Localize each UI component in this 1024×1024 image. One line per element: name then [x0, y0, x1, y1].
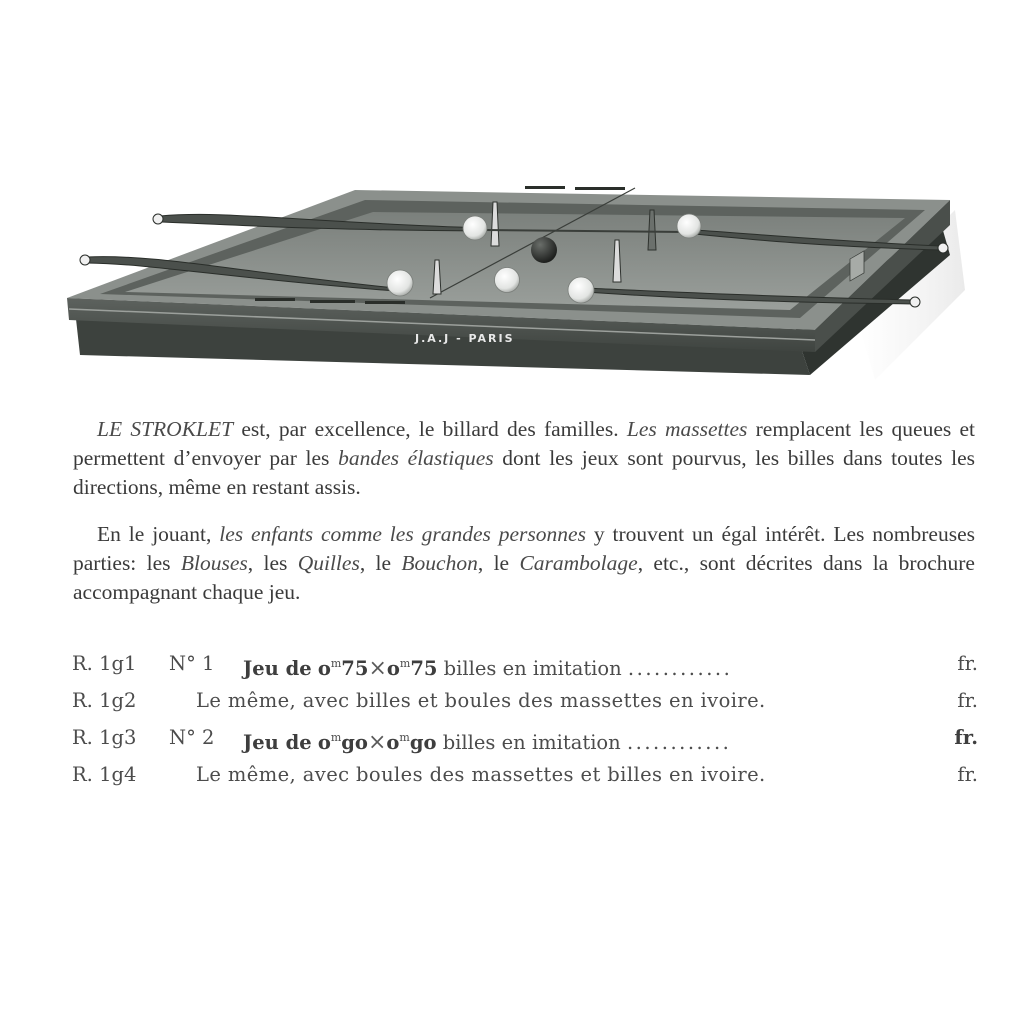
catalog-price: fr. [957, 689, 978, 712]
catalog-ref: R. 1g2 [72, 689, 137, 712]
catalog-row [72, 682, 978, 719]
catalog-row [72, 719, 978, 756]
catalog-row [72, 645, 978, 682]
catalog-number: N° 2 [169, 726, 215, 749]
catalog-description: Le même, avec boules des massettes et billes en ivoire. [196, 763, 766, 786]
stroklet-table-illustration [55, 170, 965, 390]
catalog-description: Le même, avec billes et boules des massettes en ivoire. [196, 689, 766, 712]
catalog-price: fr. [957, 763, 978, 786]
description-paragraph-2: En le jouant, les enfants comme les grandes personnes y trouvent un égal intérêt. Les nombreuses parties: les Blouses, les Quilles, le Bouchon, le Carambolage, etc., sont décrites dans la brochure accompagnant chaque jeu. [73, 522, 975, 604]
catalog-ref: R. 1g1 [72, 652, 137, 675]
catalog-description: Jeu de $o^m75\times o^m75$ billes en imitation ............ [243, 656, 733, 681]
catalog-description: Jeu de $o^mgo\times o^mgo$ billes en imitation ............ [243, 730, 732, 755]
catalog-ref: R. 1g3 [72, 726, 137, 749]
description-paragraph-1: LE STROKLET est, par excellence, le billard des familles. Les massettes remplacent les queues et permettent d’envoyer par les bandes élastiques dont les jeux sont pourvus, les billes dans toutes les directions, même en restant assis. [73, 417, 976, 499]
catalog-row [72, 756, 978, 793]
catalog-ref: R. 1g4 [72, 763, 137, 786]
catalog-price: fr. [954, 726, 978, 749]
catalog-number: N° 1 [169, 652, 215, 675]
product-name: LE STROKLET [97, 417, 234, 441]
catalog-list [72, 645, 978, 793]
maker-label: J.A.J - PARIS [415, 332, 515, 345]
catalog-price: fr. [957, 652, 978, 675]
